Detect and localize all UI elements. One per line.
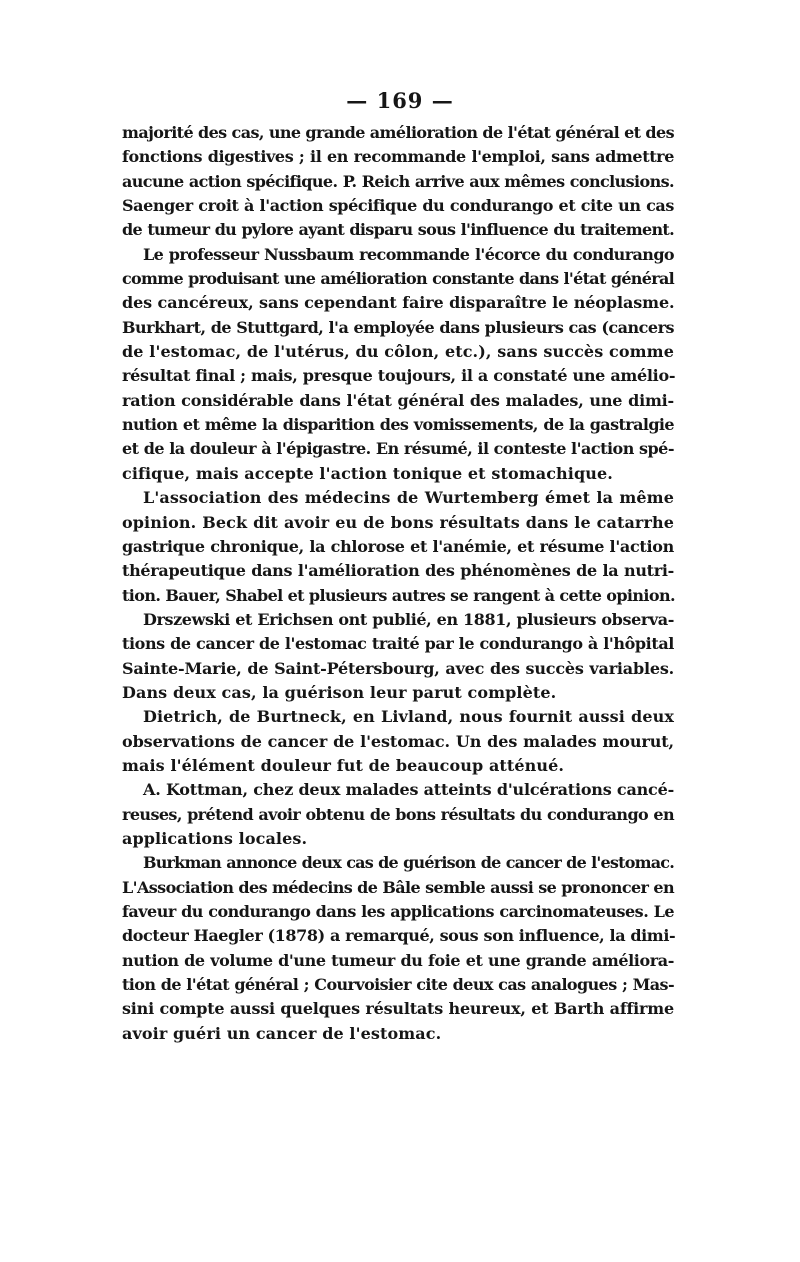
body-text: [122, 121, 674, 1046]
text-line: L'association des médecins de Wurtemberg émet la même: [143, 488, 674, 508]
text-line: sini compte aussi quelques résultats heureux, et Barth affirme: [122, 999, 674, 1019]
text-line: avoir guéri un cancer de l'estomac.: [122, 1023, 442, 1043]
text-line: Saenger croit à l'action spécifique du condurango et cite un cas: [122, 196, 674, 216]
text-line: aucune action spécifique. P. Reich arrive aux mêmes conclusions.: [122, 171, 674, 191]
text-line: thérapeutique dans l'amélioration des phénomènes de la nutri-: [122, 561, 674, 581]
text-line: résultat final ; mais, presque toujours, il a constaté une amélio-: [122, 366, 676, 386]
text-line: Dietrich, de Burtneck, en Livland, nous fournit aussi deux: [143, 707, 674, 727]
text-line: observations de cancer de l'estomac. Un des malades mourut,: [122, 731, 674, 751]
text-line: Le professeur Nussbaum recommande l'écorce du condurango: [143, 244, 674, 264]
text-line: applications locales.: [122, 828, 308, 848]
text-line: et de la douleur à l'épigastre. En résumé, il conteste l'action spé-: [122, 439, 674, 459]
text-line: faveur du condurango dans les applications carcinomateuses. Le: [122, 902, 674, 921]
text-line: nution de volume d'une tumeur du foie et une grande améliora-: [122, 950, 674, 970]
text-line: majorité des cas, une grande amélioration de l'état général et des: [122, 123, 674, 142]
text-line: nution et même la disparition des vomissements, de la gastralgie: [122, 415, 674, 435]
text-line: comme produisant une amélioration constante dans l'état général: [122, 269, 674, 289]
text-line: gastrique chronique, la chlorose et l'anémie, et résume l'action: [122, 536, 674, 556]
text-line: Burkhart, de Stuttgard, l'a employée dans plusieurs cas (cancers: [122, 317, 674, 337]
text-line: L'Association des médecins de Bâle semble aussi se prononcer en: [122, 877, 674, 897]
text-line: tions de cancer de l'estomac traité par le condurango à l'hôpital: [122, 634, 674, 654]
text-line: Burkman annonce deux cas de guérison de cancer de l'estomac.: [143, 853, 674, 873]
text-line: docteur Haegler (1878) a remarqué, sous son influence, la dimi-: [122, 926, 676, 946]
text-line: opinion. Beck dit avoir eu de bons résultats dans le catarrhe: [122, 512, 674, 532]
text-line: tion de l'état général ; Courvoisier cite deux cas analogues ; Mas-: [122, 975, 674, 995]
text-line: Dans deux cas, la guérison leur parut complète.: [122, 682, 557, 702]
text-line: de tumeur du pylore ayant disparu sous l'influence du traitement.: [122, 220, 674, 240]
text-line: tion. Bauer, Shabel et plusieurs autres se rangent à cette opinion.: [122, 585, 675, 605]
text-line: ration considérable dans l'état général des malades, une dimi-: [122, 390, 674, 410]
text-line: mais l'élément douleur fut de beaucoup atténué.: [122, 755, 565, 775]
text-line: de l'estomac, de l'utérus, du côlon, etc.), sans succès comme: [122, 342, 674, 362]
text-line: reuses, prétend avoir obtenu de bons résultats du condurango en: [122, 804, 674, 824]
text-line: des cancéreux, sans cependant faire disparaître le néoplasme.: [122, 293, 675, 313]
text-line: cifique, mais accepte l'action tonique et stomachique.: [122, 463, 613, 483]
text-line: Sainte-Marie, de Saint-Pétersbourg, avec des succès variables.: [122, 658, 674, 678]
text-line: fonctions digestives ; il en recommande l'emploi, sans admettre: [122, 147, 674, 167]
text-line: Drszewski et Erichsen ont publié, en 1881, plusieurs observa-: [143, 609, 674, 629]
page-number: — 169 —: [346, 88, 454, 113]
text-line: A. Kottman, chez deux malades atteints d'ulcérations cancé-: [143, 780, 675, 800]
